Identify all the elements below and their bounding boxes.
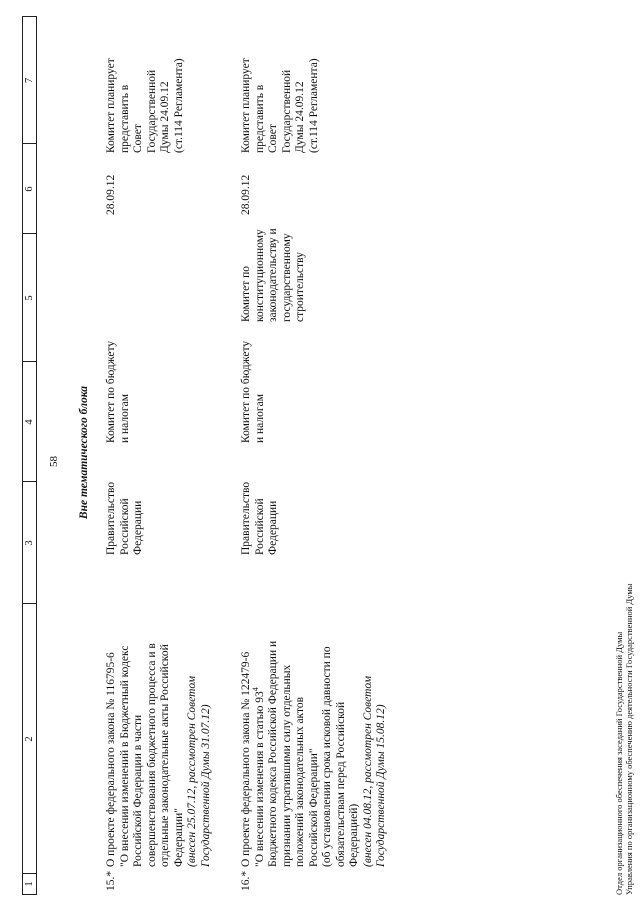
column-header-4: 4 xyxy=(23,361,36,482)
bill-note-line: Государственной Думы 31.07.12) xyxy=(199,704,212,867)
status-line: Совет xyxy=(267,124,279,153)
footer-line: Отдел организационного обеспечения заседаний Государственной Думы xyxy=(614,631,624,895)
footer-line: Управления по организационному обеспечению деятельности Государственной Думы xyxy=(624,583,634,895)
status-line: Государственной xyxy=(145,69,158,153)
responsible-committee xyxy=(105,323,132,443)
bill-title-line: О проекте федерального закона № 116795-6 xyxy=(105,652,117,867)
status-line: представить в xyxy=(118,84,131,153)
column-header-1: 1 xyxy=(23,873,36,894)
bill-title-line xyxy=(250,599,268,867)
committee-line: и налогам xyxy=(118,394,131,443)
bill-title-line: Российской Федерации" xyxy=(307,748,320,867)
bill-title-line: Федерацией) xyxy=(348,803,360,867)
initiator-line: Федерации xyxy=(132,500,144,555)
bill-title-line: положений законодательных актов xyxy=(294,696,306,867)
bill-note-line: (внесен 25.07.12, рассмотрен Советом xyxy=(186,675,198,867)
co-committee-line: конституционному xyxy=(253,229,266,322)
bill-description xyxy=(105,599,213,867)
status-line: Совет xyxy=(132,124,144,153)
section-title: Вне тематического блока xyxy=(78,385,90,520)
bill-title-line: Бюджетного кодекса Российской Федерации и xyxy=(267,640,279,867)
status xyxy=(105,18,186,153)
co-executor-committee xyxy=(240,202,308,322)
column-header-5: 5 xyxy=(23,233,36,362)
bill-title-text: "О внесении изменения в статью 93 xyxy=(253,691,266,867)
bill-title-line: обязательствам перед Российской xyxy=(334,701,347,867)
committee-line: и налогам xyxy=(253,394,266,443)
column-header-2: 2 xyxy=(23,603,36,874)
initiator-line: Российской xyxy=(118,498,131,555)
page-number: 58 xyxy=(48,456,60,467)
status-line: Думы 24.09.12 xyxy=(159,81,171,153)
co-committee-line: строительству xyxy=(294,252,306,322)
status-line: представить в xyxy=(253,84,266,153)
column-header-6: 6 xyxy=(23,143,36,234)
bill-title-line: Российской Федерации в части xyxy=(132,714,144,867)
row-number: 16.* xyxy=(240,870,252,891)
initiator xyxy=(240,445,281,555)
bill-title-line: отдельные законодательные акты Российской xyxy=(159,644,171,867)
date: 28.09.12 xyxy=(105,174,117,215)
bill-note-line: Государственной Думы 15.08.12) xyxy=(375,704,387,867)
status-line: Государственной xyxy=(280,69,293,153)
co-committee-line: государственному xyxy=(280,233,293,322)
initiator-line: Правительство xyxy=(105,481,117,555)
status-line: Комитет планирует xyxy=(240,58,252,153)
co-committee-line: законодательству и xyxy=(267,228,279,322)
bill-title-line: (об установлении срока исковой давности по xyxy=(321,646,333,867)
bill-title-line: признании утратившими силу отдельных xyxy=(280,664,293,867)
committee-line: Комитет по бюджету xyxy=(105,340,117,443)
date: 28.09.12 xyxy=(240,174,252,215)
row-number: 15.* xyxy=(105,870,117,891)
bill-note-line: (внесен 04.08.12, рассмотрен Советом xyxy=(361,675,374,867)
initiator xyxy=(105,445,146,555)
column-header-3: 3 xyxy=(23,481,36,604)
status-line: Думы 24.09.12 xyxy=(294,81,306,153)
initiator-line: Федерации xyxy=(267,500,279,555)
bill-title-line: "О внесении изменений в Бюджетный кодекс xyxy=(118,645,131,867)
initiator-line: Правительство xyxy=(240,481,252,555)
status-line: Комитет планирует xyxy=(105,58,117,153)
status-line: (ст.114 Регламента) xyxy=(307,58,320,153)
bill-description xyxy=(240,599,389,867)
column-header-row xyxy=(22,16,37,895)
status xyxy=(240,18,321,153)
initiator-line: Российской xyxy=(253,498,266,555)
status-line: (ст.114 Регламента) xyxy=(172,58,185,153)
responsible-committee xyxy=(240,323,267,443)
bill-title-line: Федерации" xyxy=(172,807,185,867)
co-committee-line: Комитет по xyxy=(240,266,252,322)
column-header-7: 7 xyxy=(23,16,36,144)
bill-title-line: совершенствования бюджетного процесса и в xyxy=(145,643,158,867)
committee-line: Комитет по бюджету xyxy=(240,340,252,443)
superscript: 4 xyxy=(250,687,260,692)
bill-title-line: О проекте федерального закона № 122479-6 xyxy=(240,651,252,867)
